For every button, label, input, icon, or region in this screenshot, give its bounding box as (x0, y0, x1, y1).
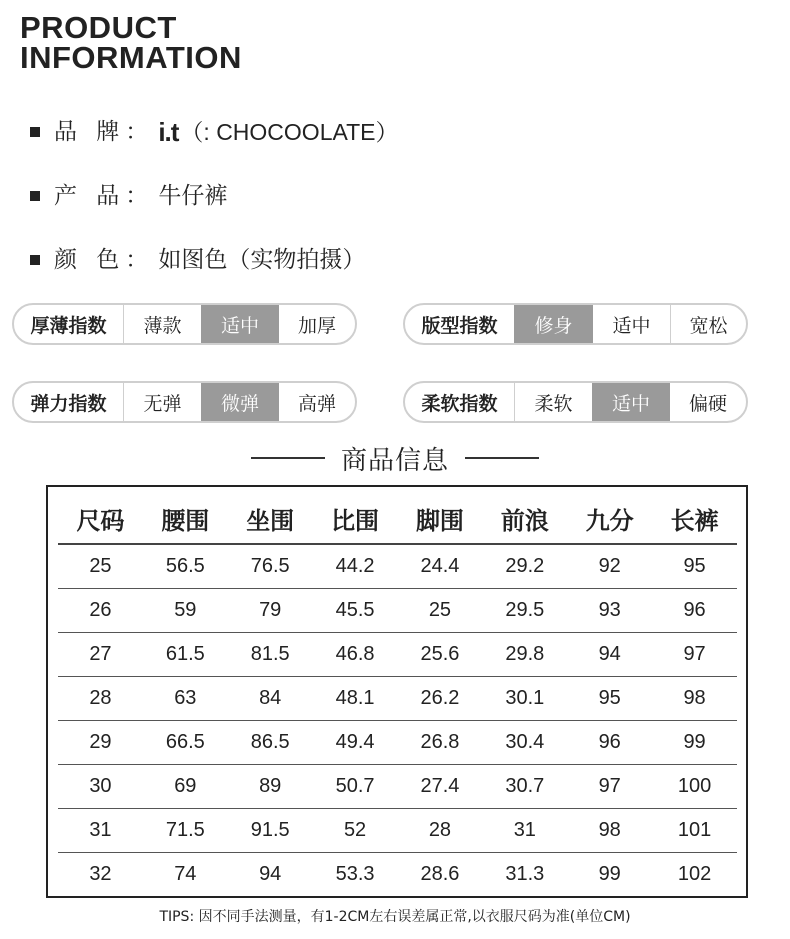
scale-option: 加厚 (297, 314, 336, 337)
table-cell: 28 (398, 809, 483, 853)
table-cell: 49.4 (313, 721, 398, 765)
table-cell: 94 (567, 633, 652, 677)
heading-line-1: PRODUCT (20, 10, 177, 45)
table-cell: 98 (567, 809, 652, 853)
scale-option: 适中 (612, 314, 651, 337)
scale-option: 适中 (592, 383, 670, 421)
table-cell: 86.5 (228, 721, 313, 765)
product-value: 牛仔裤 (158, 183, 228, 209)
table-cell: 101 (652, 809, 737, 853)
table-cell: 61.5 (143, 633, 228, 677)
table-cell: 25 (398, 589, 483, 633)
table-row (58, 765, 737, 809)
softness-scale (403, 381, 748, 423)
table-cell: 25.6 (398, 633, 483, 677)
table-cell: 102 (677, 863, 712, 885)
table-cell: 29.8 (482, 633, 567, 677)
scale-option: 薄款 (123, 305, 201, 343)
scale-option: 高弹 (297, 392, 336, 415)
header-size: 尺码 (58, 493, 143, 544)
table-cell: 25 (58, 544, 143, 589)
table-cell: 81.5 (228, 633, 313, 677)
table-cell: 92 (567, 544, 652, 589)
table-cell: 27 (58, 633, 143, 677)
color-label: 颜 色： (54, 247, 155, 273)
table-cell: 84 (228, 677, 313, 721)
header-waist: 腰围 (143, 493, 228, 544)
square-bullet-icon (30, 255, 40, 265)
scale-option: 柔软 (514, 383, 592, 421)
table-cell: 29 (58, 721, 143, 765)
table-cell: 26.8 (398, 721, 483, 765)
brand-value: （: CHOCOOLATE） (180, 119, 399, 145)
table-cell: 99 (598, 863, 621, 885)
fit-scale (403, 303, 748, 345)
scale-option: 宽松 (670, 305, 746, 343)
table-cell: 32 (89, 863, 112, 885)
color-value: 如图色（实物拍摄） (158, 247, 366, 273)
thickness-scale (12, 303, 357, 345)
heading-line-2: INFORMATION (20, 40, 242, 75)
scale-option: 偏硬 (688, 392, 727, 415)
table-cell: 30 (58, 765, 143, 809)
table-cell: 30.7 (482, 765, 567, 809)
square-bullet-icon (30, 127, 40, 137)
table-cell: 63 (143, 677, 228, 721)
table-cell: 28 (58, 677, 143, 721)
header-thigh: 比围 (313, 493, 398, 544)
table-cell: 79 (228, 589, 313, 633)
stretch-scale (12, 381, 357, 423)
table-cell: 96 (567, 721, 652, 765)
table-cell: 99 (652, 721, 737, 765)
product-information-heading (20, 10, 242, 75)
table-cell: 48.1 (313, 677, 398, 721)
product-label: 产 品： (54, 183, 155, 209)
table-cell: 30.4 (482, 721, 567, 765)
divider-left (251, 457, 325, 459)
section-title-text: 商品信息 (340, 445, 449, 476)
product-row (30, 179, 227, 213)
brand-logo: i.t (158, 117, 179, 147)
size-table-frame (46, 485, 748, 898)
scale-label: 厚薄指数 (30, 314, 107, 337)
table-row (58, 809, 737, 853)
header-hip: 坐围 (228, 493, 313, 544)
tips-note: TIPS: 因不同手法测量，有1-2CM左右误差属正常,以衣服尺码为准(单位CM) (159, 909, 631, 925)
table-cell: 66.5 (143, 721, 228, 765)
table-cell: 31.3 (505, 863, 545, 885)
table-cell: 93 (567, 589, 652, 633)
table-cell: 26.2 (398, 677, 483, 721)
header-leg-opening: 脚围 (398, 493, 483, 544)
table-cell: 94 (259, 863, 282, 885)
table-cell: 24.4 (398, 544, 483, 589)
section-title (0, 440, 790, 476)
table-row (58, 633, 737, 677)
table-cell: 100 (652, 765, 737, 809)
table-cell: 45.5 (313, 589, 398, 633)
scale-option: 修身 (514, 305, 593, 343)
table-cell: 74 (174, 863, 197, 885)
table-cell: 44.2 (313, 544, 398, 589)
table-cell: 76.5 (228, 544, 313, 589)
header-full-length: 长裤 (652, 493, 737, 544)
table-row (58, 589, 737, 633)
table-cell: 53.3 (335, 863, 375, 885)
table-cell: 96 (652, 589, 737, 633)
scale-option: 适中 (201, 305, 279, 343)
table-cell: 30.1 (482, 677, 567, 721)
scale-option: 无弹 (123, 383, 201, 421)
table-cell: 27.4 (398, 765, 483, 809)
table-cell: 59 (143, 589, 228, 633)
table-cell: 28.6 (420, 863, 460, 885)
table-row (58, 721, 737, 765)
size-table (58, 493, 737, 896)
table-row (58, 677, 737, 721)
table-cell: 29.2 (482, 544, 567, 589)
table-header-row (58, 493, 737, 544)
table-cell: 26 (58, 589, 143, 633)
table-cell: 50.7 (313, 765, 398, 809)
table-cell: 31 (58, 809, 143, 853)
header-ankle-length: 九分 (567, 493, 652, 544)
table-cell: 97 (652, 633, 737, 677)
color-row (30, 243, 365, 277)
table-cell: 69 (143, 765, 228, 809)
table-cell: 98 (652, 677, 737, 721)
table-cell: 31 (482, 809, 567, 853)
brand-row (30, 115, 399, 149)
table-cell: 97 (567, 765, 652, 809)
table-cell: 56.5 (143, 544, 228, 589)
table-cell: 29.5 (482, 589, 567, 633)
scale-label: 柔软指数 (421, 392, 498, 415)
table-cell: 46.8 (313, 633, 398, 677)
table-cell: 95 (567, 677, 652, 721)
scale-label: 版型指数 (421, 314, 498, 337)
table-cell: 89 (228, 765, 313, 809)
table-cell: 71.5 (143, 809, 228, 853)
scale-label: 弹力指数 (30, 392, 107, 415)
header-front-rise: 前浪 (482, 493, 567, 544)
table-row (58, 853, 737, 897)
square-bullet-icon (30, 191, 40, 201)
brand-label: 品 牌： (54, 119, 155, 145)
table-cell: 95 (652, 544, 737, 589)
table-cell: 52 (313, 809, 398, 853)
scale-option: 微弹 (201, 383, 279, 421)
divider-right (465, 457, 539, 459)
table-row (58, 544, 737, 589)
table-cell: 91.5 (228, 809, 313, 853)
